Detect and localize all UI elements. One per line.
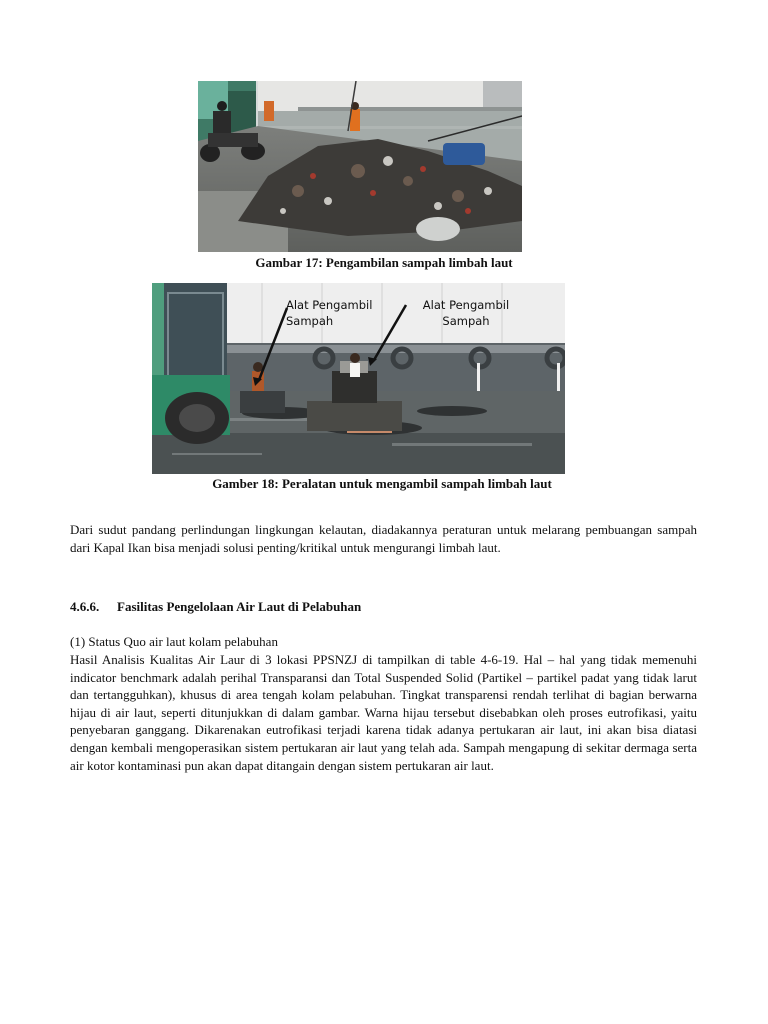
figure-17-caption: Gambar 17: Pengambilan sampah limbah laut	[255, 255, 513, 270]
section-number: 4.6.6.	[70, 599, 100, 614]
callout-label-left: Alat Pengambil Sampah	[286, 298, 373, 328]
figure-17-photo	[198, 81, 522, 252]
marine-waste-collection-image	[198, 81, 522, 252]
paragraph-water-quality: Hasil Analisis Kualitas Air Laur di 3 lokasi PPSNZJ di tampilkan di table 4-6-19. Hal – hal yang tidak memenuhi indicator benchmark adalah perihal Transparansi dan Total Suspended Solid (Partikel – partikel padat yang tidak larut dan tertangguhkan), khusus di area tengah kolam pelabuhan. Tingkat transparensi rendah terlihat di bagian berwarna hijau di air laut, seperti ditunjukkan di dalam gambar. Warna hijau tersebut disebabkan oleh proses eutrofikasi, yaitu penyebaran ganggang. Dikarenakan eutrofikasi terjadi karena tidak adanya pertukaran air laut, ini akan bisa diatasi dengan kembali mengoperasikan sistem pertukaran air laut yang telah ada. Sampah mengapung di sekitar dermaga serta air kotor kontaminasi pun akan dapat ditangain dengan sistem pertukaran air laut.	[70, 652, 697, 773]
section-heading	[70, 599, 361, 615]
subsection-heading: (1) Status Quo air laut kolam pelabuhan	[70, 634, 278, 649]
paragraph-marine-protection: Dari sudut pandang perlindungan lingkungan kelautan, diadakannya peraturan untuk melarang pembuangan sampah dari Kapal Ikan bisa menjadi solusi penting/kritikal untuk mengurangi limbah laut.	[70, 522, 697, 555]
section-title: Fasilitas Pengelolaan Air Laut di Pelabuhan	[117, 599, 362, 614]
figure-18-caption: Gamber 18: Peralatan untuk mengambil sampah limbah laut	[212, 476, 552, 491]
callout-label-right: Alat Pengambil Sampah	[422, 298, 510, 328]
